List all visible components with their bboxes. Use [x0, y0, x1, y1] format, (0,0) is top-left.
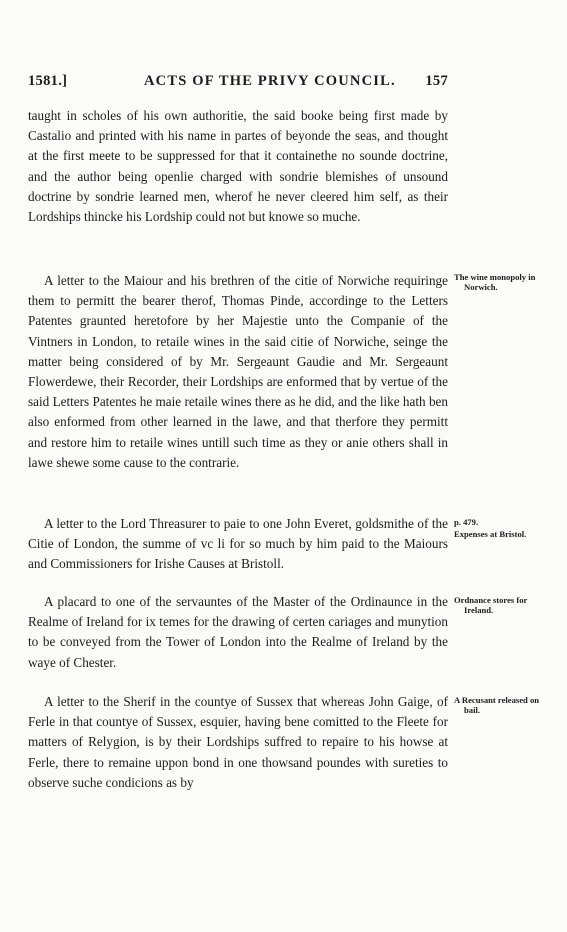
margin-note-expenses-text: Expenses at Bristol.	[454, 529, 527, 539]
running-header	[28, 73, 448, 93]
paragraph-3: A letter to the Lord Threasurer to paie to one John Everet, goldsmithe of the Citie of London, the summe of vc li for so much by him paid to the Maiours and Commissioners for Irishe Causes at Bristoll.	[28, 516, 448, 572]
margin-note-ordnance-text: Ordnance stores for Ireland.	[454, 595, 528, 615]
margin-note-expenses	[454, 530, 540, 540]
margin-note-wine-text: The wine monopoly in Norwich.	[454, 272, 536, 292]
paragraph-4: A placard to one of the servauntes of the Master of the Ordinaunce in the Realme of Ireland for ix temes for the drawing of certen cariages and munytion to be conveyed from the Tower of London into the Realme of Ireland by the waye of Chester.	[28, 594, 448, 670]
margin-note-recusant-text: A Recusant released on bail.	[454, 695, 540, 715]
margin-note-ordnance	[454, 596, 540, 615]
header-year: 1581.]	[28, 73, 68, 89]
paragraph-1: taught in scholes of his own authoritie, the said booke being first made by Castalio and printed with his name in partes of beyonde the seas, and thought at the first meete to be suppressed for that it containethe no sounde doctrine, and the author being openlie charged with sondrie blemishes of unsound doctrine by sondrie learned men, wherof he never cleered him self, as their Lordships thincke his Lordship could not but knowe so muche.	[28, 108, 448, 225]
margin-note-page-ref-text: p. 479.	[454, 517, 479, 527]
header-title: ACTS OF THE PRIVY COUNCIL.	[144, 73, 396, 89]
paragraph-2: A letter to the Maiour and his brethren of the citie of Norwiche requiringe them to permitt the bearer therof, Thomas Pinde, accordinge to the Letters Patentes graunted heretofore by her Majestie unto the Companie of the Vintners in London, to retaile wines in the said citie of Norwiche, seinge the matter being considered of by Mr. Sergeaunt Gaudie and Mr. Sergeaunt Flowerdewe, their Recorder, their Lordships are enformed that by vertue of the said Letters Patentes he maie retaile wines there as he did, and the like hath ben also enformed from other learned in the lawe, and that therfore they permitt and restore him to retaile wines untill such time as they or anie others shall in lawe shewe some cause to the contrarie.	[28, 273, 448, 470]
margin-note-wine	[454, 273, 540, 292]
margin-note-page-ref	[454, 518, 540, 528]
page-number: 157	[425, 73, 448, 89]
margin-note-recusant	[454, 696, 540, 715]
paragraph-5: A letter to the Sherif in the countye of Sussex that whereas John Gaige, of Ferle in that countye of Sussex, esquier, having bene comitted to the Fleete for matters of Relygion, is by their Lordships suffred to repaire to his howse at Ferle, there to remaine uppon bond in one thowsand poundes with sureties to observe suche condicions as by	[28, 694, 448, 790]
